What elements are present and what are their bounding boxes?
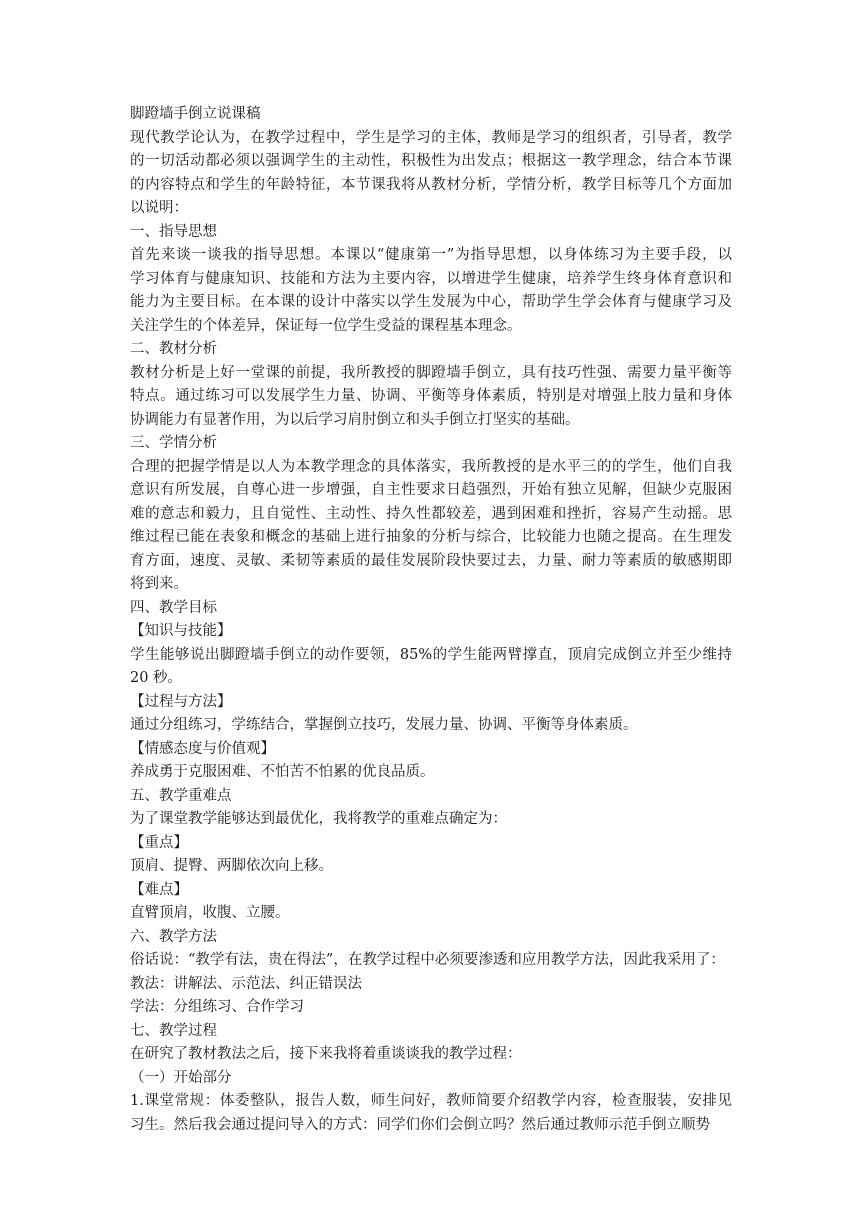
document-page bbox=[130, 103, 732, 1137]
text-line: 育方面，速度、灵敏、柔韧等素质的最佳发展阶段快要过去，力量、耐力等素质的敏感期即 bbox=[130, 552, 732, 569]
text-line: 七、教学过程 bbox=[130, 1022, 217, 1039]
text-line: 习生。然后我会通过提问导入的方式：同学们你们会倒立吗？然后通过教师示范手倒立顺势 bbox=[130, 1116, 710, 1133]
paragraph bbox=[130, 761, 732, 785]
text-line: 【情感态度与价值观】 bbox=[130, 740, 275, 757]
paragraph bbox=[130, 738, 732, 762]
text-line: 特点。通过练习可以发展学生力量、协调、平衡等身体素质，特别是对增强上肢力量和身体 bbox=[130, 388, 732, 404]
text-line: 合理的把握学情是以人为本教学理念的具体落实，我所教授的是水平三的的学生，他们自我 bbox=[130, 458, 732, 475]
text-line: 【知识与技能】 bbox=[130, 623, 232, 639]
text-line: 顶肩、提臀、两脚依次向上移。 bbox=[130, 858, 333, 874]
text-line: 四、教学目标 bbox=[130, 599, 217, 616]
paragraph bbox=[130, 879, 732, 903]
text-line: 教材分析是上好一堂课的前提，我所教授的脚蹬墙手倒立，具有技巧性强、需要力量平衡等 bbox=[130, 364, 732, 381]
text-line: 养成勇于克服困难、不怕苦不怕累的优良品质。 bbox=[130, 764, 435, 780]
paragraph bbox=[130, 1020, 732, 1044]
paragraph bbox=[130, 597, 732, 621]
paragraph bbox=[130, 362, 732, 433]
paragraph bbox=[130, 832, 732, 856]
paragraph bbox=[130, 620, 732, 644]
text-line: 的内容特点和学生的年龄特征，本节课我将从教材分析，学情分析，教学目标等几个方面加 bbox=[130, 176, 732, 193]
paragraph bbox=[130, 1067, 732, 1091]
paragraph bbox=[130, 949, 732, 973]
text-line: 现代教学论认为，在教学过程中，学生是学习的主体，教师是学习的组织者，引导者，教学 bbox=[130, 129, 732, 146]
text-line: 在研究了教材教法之后，接下来我将着重谈谈我的教学过程： bbox=[130, 1046, 522, 1062]
text-line: （一）开始部分 bbox=[130, 1069, 232, 1086]
text-line: 学法：分组练习、合作学习 bbox=[130, 999, 304, 1015]
text-line: 将到来。 bbox=[130, 576, 188, 592]
text-line: 直臂顶肩，收腹、立腰。 bbox=[130, 905, 290, 921]
text-line: 五、教学重难点 bbox=[130, 787, 232, 804]
paragraph bbox=[130, 127, 732, 221]
text-line: 教法：讲解法、示范法、纠正错误法 bbox=[130, 975, 362, 992]
paragraph bbox=[130, 244, 732, 338]
text-line: 三、学情分析 bbox=[130, 435, 217, 451]
paragraph bbox=[130, 808, 732, 832]
paragraph bbox=[130, 432, 732, 456]
text-line: 以说明： bbox=[130, 200, 188, 216]
text-line: 协调能力有显著作用，为以后学习肩肘倒立和头手倒立打坚实的基础。 bbox=[130, 411, 580, 428]
paragraph bbox=[130, 338, 732, 362]
text-line: 通过分组练习，学练结合，掌握倒立技巧，发展力量、协调、平衡等身体素质。 bbox=[130, 717, 638, 733]
text-line: 1.课堂常规：体委整队，报告人数，师生问好，教师简要介绍教学内容，检查服装，安排见 bbox=[130, 1093, 732, 1109]
text-line: 学生能够说出脚蹬墙手倒立的动作要领，85%的学生能两臂撑直，顶肩完成倒立并至少维持 bbox=[130, 646, 732, 663]
paragraph bbox=[130, 1090, 732, 1137]
text-line: 六、教学方法 bbox=[130, 928, 217, 945]
document-title: 脚蹬墙手倒立说课稿 bbox=[130, 106, 261, 122]
text-line: 二、教材分析 bbox=[130, 341, 217, 357]
text-line: 20 秒。 bbox=[130, 670, 183, 686]
paragraph bbox=[130, 691, 732, 715]
text-line: 关注学生的个体差异，保证每一位学生受益的课程基本理念。 bbox=[130, 317, 522, 334]
text-line: 【难点】 bbox=[130, 881, 188, 898]
text-line: 难的意志和毅力，且自觉性、主动性、持久性都较差，遇到困难和挫折，容易产生动摇。思 bbox=[130, 505, 732, 522]
paragraph bbox=[130, 855, 732, 879]
text-line: 意识有所发展，自尊心进一步增强，自主性要求日趋强烈，开始有独立见解，但缺少克服困 bbox=[130, 482, 732, 498]
text-line: 为了课堂教学能够达到最优化，我将教学的重难点确定为： bbox=[130, 811, 507, 827]
paragraph bbox=[130, 1043, 732, 1067]
paragraph bbox=[130, 973, 732, 997]
text-line: 首先来谈一谈我的指导思想。本课以“健康第一”为指导思想，以身体练习为主要手段，以 bbox=[130, 247, 732, 263]
text-line: 的一切活动都必须以强调学生的主动性，积极性为出发点；根据这一教学理念，结合本节课 bbox=[130, 153, 732, 169]
text-line: 俗话说：“教学有法，贵在得法”，在教学过程中必须要渗透和应用教学方法，因此我采用了： bbox=[130, 952, 725, 968]
paragraph bbox=[130, 996, 732, 1020]
text-line: 一、指导思想 bbox=[130, 223, 217, 240]
paragraph bbox=[130, 221, 732, 245]
text-line: 学习体育与健康知识、技能和方法为主要内容，以增进学生健康，培养学生终身体育意识和 bbox=[130, 270, 732, 287]
text-line: 能力为主要目标。在本课的设计中落实以学生发展为中心，帮助学生学会体育与健康学习及 bbox=[130, 294, 732, 310]
text-line: 【过程与方法】 bbox=[130, 693, 232, 710]
paragraph bbox=[130, 644, 732, 691]
paragraph bbox=[130, 456, 732, 597]
paragraph bbox=[130, 785, 732, 809]
paragraph bbox=[130, 902, 732, 926]
text-line: 【重点】 bbox=[130, 834, 188, 851]
paragraph bbox=[130, 926, 732, 950]
text-line: 维过程已能在表象和概念的基础上进行抽象的分析与综合，比较能力也随之提高。在生理发 bbox=[130, 529, 732, 545]
document-body bbox=[130, 127, 732, 1138]
paragraph bbox=[130, 714, 732, 738]
